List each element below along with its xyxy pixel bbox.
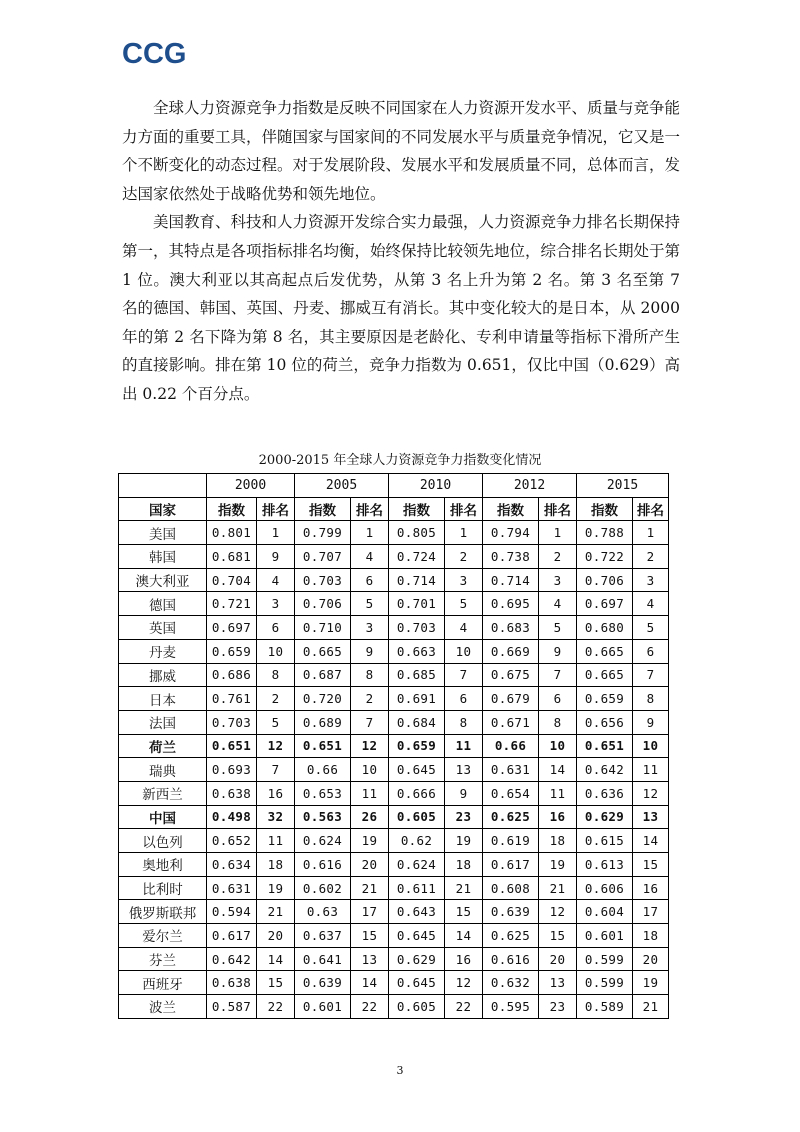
year-header: 2012 (483, 474, 577, 498)
rank-cell: 10 (539, 734, 577, 758)
country-cell: 英国 (119, 616, 207, 640)
rank-cell: 18 (539, 829, 577, 853)
table-row (119, 947, 669, 971)
rank-cell: 6 (633, 639, 669, 663)
country-cell: 芬兰 (119, 947, 207, 971)
index-cell: 0.604 (577, 900, 633, 924)
paragraph-1: 全球人力资源竞争力指数是反映不同国家在人力资源开发水平、质量与竞争能力方面的重要工具，伴随国家与国家间的不同发展水平与质量竞争情况，它又是一个不断变化的动态过程。对于发展阶段、发展水平和发展质量不同，总体而言，发达国家依然处于战略优势和领先地位。 (122, 99, 681, 203)
rank-cell: 19 (633, 971, 669, 995)
index-cell: 0.687 (295, 663, 351, 687)
index-header: 指数 (577, 497, 633, 521)
rank-cell: 6 (351, 568, 389, 592)
rank-cell: 21 (633, 995, 669, 1019)
index-cell: 0.666 (389, 781, 445, 805)
index-cell: 0.683 (483, 616, 539, 640)
index-cell: 0.695 (483, 592, 539, 616)
rank-cell: 3 (633, 568, 669, 592)
index-cell: 0.638 (207, 971, 257, 995)
rank-cell: 9 (633, 710, 669, 734)
rank-cell: 8 (351, 663, 389, 687)
rank-cell: 7 (351, 710, 389, 734)
index-cell: 0.594 (207, 900, 257, 924)
index-header: 指数 (207, 497, 257, 521)
rank-cell: 21 (257, 900, 295, 924)
table-row (119, 521, 669, 545)
country-cell: 中国 (119, 805, 207, 829)
table-row (119, 616, 669, 640)
index-cell: 0.761 (207, 687, 257, 711)
competitiveness-table (118, 473, 669, 1019)
rank-cell: 9 (539, 639, 577, 663)
country-cell: 比利时 (119, 876, 207, 900)
index-cell: 0.714 (389, 568, 445, 592)
rank-cell: 14 (445, 924, 483, 948)
rank-cell: 2 (633, 545, 669, 569)
rank-cell: 9 (257, 545, 295, 569)
index-cell: 0.697 (207, 616, 257, 640)
index-cell: 0.605 (389, 805, 445, 829)
index-cell: 0.589 (577, 995, 633, 1019)
rank-cell: 12 (445, 971, 483, 995)
index-cell: 0.639 (483, 900, 539, 924)
rank-cell: 13 (633, 805, 669, 829)
table-row (119, 663, 669, 687)
index-cell: 0.625 (483, 924, 539, 948)
index-cell: 0.706 (295, 592, 351, 616)
rank-cell: 16 (633, 876, 669, 900)
index-cell: 0.703 (389, 616, 445, 640)
year-header: 2005 (295, 474, 389, 498)
rank-cell: 8 (539, 710, 577, 734)
rank-cell: 22 (257, 995, 295, 1019)
rank-cell: 11 (351, 781, 389, 805)
country-cell: 日本 (119, 687, 207, 711)
rank-cell: 9 (445, 781, 483, 805)
country-cell: 美国 (119, 521, 207, 545)
index-cell: 0.663 (389, 639, 445, 663)
index-cell: 0.799 (295, 521, 351, 545)
rank-cell: 22 (351, 995, 389, 1019)
index-cell: 0.653 (295, 781, 351, 805)
rank-cell: 1 (445, 521, 483, 545)
rank-cell: 17 (633, 900, 669, 924)
index-cell: 0.693 (207, 758, 257, 782)
index-cell: 0.651 (577, 734, 633, 758)
table-row (119, 971, 669, 995)
rank-cell: 22 (445, 995, 483, 1019)
index-cell: 0.656 (577, 710, 633, 734)
rank-cell: 21 (351, 876, 389, 900)
index-cell: 0.788 (577, 521, 633, 545)
rank-header: 排名 (539, 497, 577, 521)
rank-cell: 4 (351, 545, 389, 569)
index-cell: 0.659 (389, 734, 445, 758)
index-cell: 0.632 (483, 971, 539, 995)
rank-cell: 3 (351, 616, 389, 640)
index-cell: 0.794 (483, 521, 539, 545)
country-cell: 奥地利 (119, 853, 207, 877)
ccg-logo: CCG (122, 38, 187, 70)
rank-cell: 19 (257, 876, 295, 900)
table-row (119, 592, 669, 616)
rank-cell: 2 (351, 687, 389, 711)
index-cell: 0.624 (295, 829, 351, 853)
index-cell: 0.651 (295, 734, 351, 758)
country-cell: 挪威 (119, 663, 207, 687)
index-cell: 0.637 (295, 924, 351, 948)
country-header: 国家 (119, 497, 207, 521)
table-row (119, 853, 669, 877)
index-cell: 0.631 (483, 758, 539, 782)
rank-cell: 7 (633, 663, 669, 687)
country-cell: 荷兰 (119, 734, 207, 758)
table-row (119, 829, 669, 853)
index-cell: 0.645 (389, 758, 445, 782)
index-cell: 0.684 (389, 710, 445, 734)
rank-cell: 11 (633, 758, 669, 782)
index-cell: 0.634 (207, 853, 257, 877)
table-row (119, 995, 669, 1019)
rank-cell: 2 (539, 545, 577, 569)
table-row (119, 900, 669, 924)
rank-cell: 18 (633, 924, 669, 948)
index-cell: 0.638 (207, 781, 257, 805)
index-cell: 0.665 (577, 639, 633, 663)
country-cell: 瑞典 (119, 758, 207, 782)
index-cell: 0.697 (577, 592, 633, 616)
country-cell: 德国 (119, 592, 207, 616)
table-row (119, 568, 669, 592)
index-cell: 0.602 (295, 876, 351, 900)
index-cell: 0.616 (295, 853, 351, 877)
index-cell: 0.599 (577, 971, 633, 995)
rank-cell: 19 (539, 853, 577, 877)
index-cell: 0.724 (389, 545, 445, 569)
index-cell: 0.616 (483, 947, 539, 971)
rank-cell: 12 (351, 734, 389, 758)
index-cell: 0.629 (577, 805, 633, 829)
index-header: 指数 (483, 497, 539, 521)
rank-cell: 20 (257, 924, 295, 948)
index-cell: 0.659 (207, 639, 257, 663)
rank-cell: 16 (445, 947, 483, 971)
index-cell: 0.707 (295, 545, 351, 569)
rank-cell: 1 (539, 521, 577, 545)
table-header-row (119, 497, 669, 521)
year-header-blank (119, 474, 207, 498)
index-cell: 0.689 (295, 710, 351, 734)
index-cell: 0.617 (483, 853, 539, 877)
rank-cell: 19 (445, 829, 483, 853)
index-cell: 0.636 (577, 781, 633, 805)
index-cell: 0.654 (483, 781, 539, 805)
year-header: 2015 (577, 474, 669, 498)
rank-cell: 21 (445, 876, 483, 900)
rank-cell: 14 (257, 947, 295, 971)
table-row (119, 876, 669, 900)
table-row (119, 545, 669, 569)
index-cell: 0.642 (577, 758, 633, 782)
index-cell: 0.704 (207, 568, 257, 592)
index-cell: 0.706 (577, 568, 633, 592)
body-text (122, 94, 680, 409)
index-cell: 0.641 (295, 947, 351, 971)
rank-cell: 12 (257, 734, 295, 758)
rank-cell: 7 (539, 663, 577, 687)
rank-cell: 13 (539, 971, 577, 995)
rank-cell: 3 (257, 592, 295, 616)
index-header: 指数 (389, 497, 445, 521)
index-cell: 0.652 (207, 829, 257, 853)
index-cell: 0.624 (389, 853, 445, 877)
rank-cell: 7 (445, 663, 483, 687)
rank-cell: 26 (351, 805, 389, 829)
rank-cell: 5 (633, 616, 669, 640)
index-cell: 0.645 (389, 924, 445, 948)
rank-cell: 4 (633, 592, 669, 616)
rank-cell: 3 (539, 568, 577, 592)
rank-header: 排名 (633, 497, 669, 521)
rank-cell: 10 (257, 639, 295, 663)
rank-cell: 2 (257, 687, 295, 711)
index-cell: 0.681 (207, 545, 257, 569)
rank-cell: 11 (539, 781, 577, 805)
index-cell: 0.617 (207, 924, 257, 948)
rank-cell: 18 (257, 853, 295, 877)
index-cell: 0.671 (483, 710, 539, 734)
rank-cell: 8 (257, 663, 295, 687)
rank-cell: 13 (445, 758, 483, 782)
index-cell: 0.601 (295, 995, 351, 1019)
index-cell: 0.675 (483, 663, 539, 687)
year-header: 2010 (389, 474, 483, 498)
index-cell: 0.659 (577, 687, 633, 711)
index-cell: 0.703 (295, 568, 351, 592)
index-cell: 0.625 (483, 805, 539, 829)
index-cell: 0.608 (483, 876, 539, 900)
index-cell: 0.587 (207, 995, 257, 1019)
rank-cell: 13 (351, 947, 389, 971)
rank-cell: 8 (633, 687, 669, 711)
rank-cell: 5 (257, 710, 295, 734)
rank-cell: 1 (257, 521, 295, 545)
rank-cell: 17 (351, 900, 389, 924)
rank-cell: 32 (257, 805, 295, 829)
country-cell: 法国 (119, 710, 207, 734)
table-row (119, 639, 669, 663)
rank-cell: 6 (445, 687, 483, 711)
paragraph-2: 美国教育、科技和人力资源开发综合实力最强，人力资源竞争力排名长期保持第一，其特点是各项指标排名均衡，始终保持比较领先地位，综合排名长期处于第 1 位。澳大利亚以其高起点后发优势，从第 3 名上升为第 2 名。第 3 名至第 7 名的德国、韩国、英国、丹麦、挪威互有消长。其中变化较大的是日本，从 2000 年的第 2 名下降为第 8 名，其主要原因是老龄化、专利申请量等指标下滑所产生的直接影响。排在第 10 位的荷兰，竞争力指数为 0.651，仅比中国（0.629）高出 0.22 个百分点。 (122, 213, 681, 403)
rank-cell: 9 (351, 639, 389, 663)
index-cell: 0.720 (295, 687, 351, 711)
index-cell: 0.645 (389, 971, 445, 995)
rank-cell: 4 (539, 592, 577, 616)
rank-cell: 12 (633, 781, 669, 805)
country-cell: 以色列 (119, 829, 207, 853)
index-cell: 0.643 (389, 900, 445, 924)
table-row (119, 710, 669, 734)
rank-header: 排名 (445, 497, 483, 521)
index-cell: 0.685 (389, 663, 445, 687)
rank-cell: 12 (539, 900, 577, 924)
index-cell: 0.66 (295, 758, 351, 782)
table-row (119, 924, 669, 948)
rank-cell: 16 (257, 781, 295, 805)
index-cell: 0.605 (389, 995, 445, 1019)
table-row (119, 758, 669, 782)
rank-cell: 3 (445, 568, 483, 592)
rank-cell: 14 (539, 758, 577, 782)
rank-cell: 1 (351, 521, 389, 545)
country-cell: 澳大利亚 (119, 568, 207, 592)
index-cell: 0.721 (207, 592, 257, 616)
country-cell: 波兰 (119, 995, 207, 1019)
rank-cell: 15 (351, 924, 389, 948)
index-cell: 0.651 (207, 734, 257, 758)
rank-header: 排名 (257, 497, 295, 521)
rank-cell: 15 (633, 853, 669, 877)
index-cell: 0.613 (577, 853, 633, 877)
rank-cell: 10 (445, 639, 483, 663)
rank-cell: 6 (257, 616, 295, 640)
table-row (119, 734, 669, 758)
index-cell: 0.606 (577, 876, 633, 900)
rank-cell: 11 (445, 734, 483, 758)
rank-cell: 14 (351, 971, 389, 995)
rank-cell: 14 (633, 829, 669, 853)
rank-cell: 21 (539, 876, 577, 900)
index-cell: 0.611 (389, 876, 445, 900)
table-row (119, 805, 669, 829)
index-cell: 0.619 (483, 829, 539, 853)
index-cell: 0.599 (577, 947, 633, 971)
rank-header: 排名 (351, 497, 389, 521)
index-cell: 0.665 (295, 639, 351, 663)
index-cell: 0.639 (295, 971, 351, 995)
table-caption: 2000-2015 年全球人力资源竞争力指数变化情况 (258, 453, 542, 468)
index-cell: 0.738 (483, 545, 539, 569)
table-row (119, 687, 669, 711)
rank-cell: 15 (445, 900, 483, 924)
rank-cell: 15 (539, 924, 577, 948)
index-cell: 0.63 (295, 900, 351, 924)
index-cell: 0.805 (389, 521, 445, 545)
index-cell: 0.631 (207, 876, 257, 900)
index-cell: 0.498 (207, 805, 257, 829)
country-cell: 新西兰 (119, 781, 207, 805)
table-year-row (119, 474, 669, 498)
index-header: 指数 (295, 497, 351, 521)
index-cell: 0.62 (389, 829, 445, 853)
rank-cell: 7 (257, 758, 295, 782)
rank-cell: 6 (539, 687, 577, 711)
index-cell: 0.686 (207, 663, 257, 687)
rank-cell: 2 (445, 545, 483, 569)
rank-cell: 15 (257, 971, 295, 995)
index-cell: 0.563 (295, 805, 351, 829)
index-cell: 0.701 (389, 592, 445, 616)
index-cell: 0.691 (389, 687, 445, 711)
table-row (119, 781, 669, 805)
index-cell: 0.680 (577, 616, 633, 640)
rank-cell: 5 (539, 616, 577, 640)
rank-cell: 11 (257, 829, 295, 853)
rank-cell: 16 (539, 805, 577, 829)
country-cell: 丹麦 (119, 639, 207, 663)
index-cell: 0.714 (483, 568, 539, 592)
rank-cell: 20 (633, 947, 669, 971)
rank-cell: 10 (351, 758, 389, 782)
rank-cell: 20 (539, 947, 577, 971)
rank-cell: 4 (445, 616, 483, 640)
index-cell: 0.801 (207, 521, 257, 545)
index-cell: 0.669 (483, 639, 539, 663)
index-cell: 0.642 (207, 947, 257, 971)
rank-cell: 1 (633, 521, 669, 545)
country-cell: 俄罗斯联邦 (119, 900, 207, 924)
index-cell: 0.615 (577, 829, 633, 853)
country-cell: 韩国 (119, 545, 207, 569)
rank-cell: 8 (445, 710, 483, 734)
rank-cell: 23 (539, 995, 577, 1019)
rank-cell: 5 (445, 592, 483, 616)
index-cell: 0.722 (577, 545, 633, 569)
index-cell: 0.629 (389, 947, 445, 971)
index-cell: 0.595 (483, 995, 539, 1019)
index-cell: 0.601 (577, 924, 633, 948)
index-cell: 0.703 (207, 710, 257, 734)
index-cell: 0.679 (483, 687, 539, 711)
rank-cell: 23 (445, 805, 483, 829)
rank-cell: 5 (351, 592, 389, 616)
index-cell: 0.665 (577, 663, 633, 687)
rank-cell: 4 (257, 568, 295, 592)
country-cell: 爱尔兰 (119, 924, 207, 948)
year-header: 2000 (207, 474, 295, 498)
page-number: 3 (396, 1064, 404, 1077)
rank-cell: 19 (351, 829, 389, 853)
country-cell: 西班牙 (119, 971, 207, 995)
rank-cell: 18 (445, 853, 483, 877)
rank-cell: 20 (351, 853, 389, 877)
index-cell: 0.710 (295, 616, 351, 640)
rank-cell: 10 (633, 734, 669, 758)
index-cell: 0.66 (483, 734, 539, 758)
